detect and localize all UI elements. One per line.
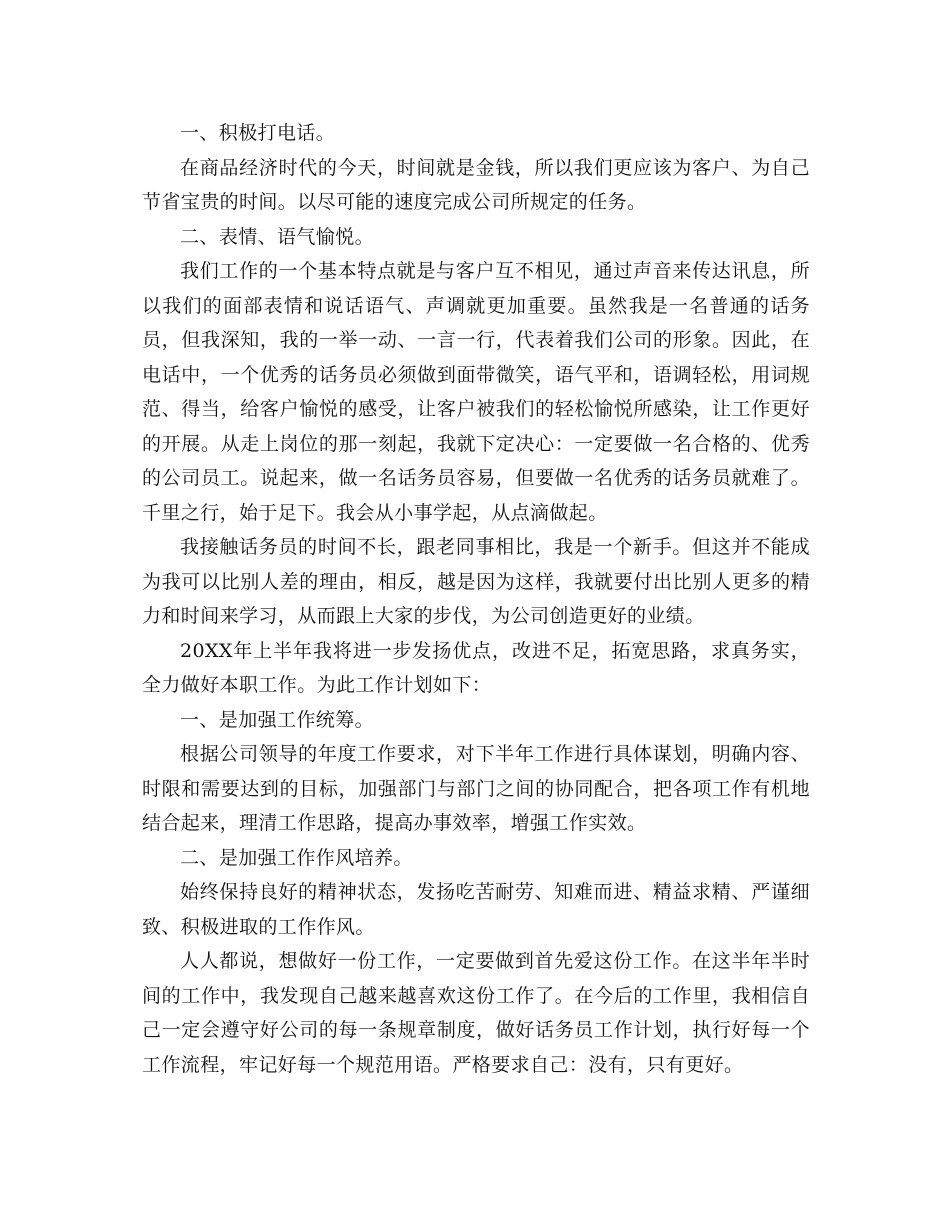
paragraph: 20XX年上半年我将进一步发扬优点，改进不足，拓宽思路，求真务实，全力做好本职工作。为此工作计划如下：: [142, 639, 810, 696]
section-heading-1: 一、积极打电话。: [180, 122, 336, 144]
paragraph: 在商品经济时代的今天，时间就是金钱，所以我们更应该为客户、为自己节省宝贵的时间。以尽可能的速度完成公司所规定的任务。: [142, 156, 810, 213]
paragraph: 我接触话务员的时间不长，跟老同事相比，我是一个新手。但这并不能成为我可以比别人差的理由，相反，越是因为这样，我就要付出比别人更多的精力和时间来学习，从而跟上大家的步伐，为公司创造更好的业绩。: [142, 536, 810, 627]
paragraph: 始终保持良好的精神状态，发扬吃苦耐劳、知难而进、精益求精、严谨细致、积极进取的工作作风。: [142, 881, 810, 938]
document-body: [142, 116, 810, 1082]
plan-heading-1: 一、是加强工作统筹。: [180, 708, 375, 731]
plan-heading-2: 二、是加强工作作风培养。: [180, 846, 413, 869]
section-heading-2: 二、表情、语气愉悦。: [180, 225, 375, 248]
paragraph: 根据公司领导的年度工作要求，对下半年工作进行具体谋划，明确内容、时限和需要达到的目标，加强部门与部门之间的协同配合，把各项工作有机地结合起来，理清工作思路，提高办事效率，增强工作实效。: [142, 743, 810, 834]
paragraph: 我们工作的一个基本特点就是与客户互不相见，通过声音来传达讯息，所以我们的面部表情和说话语气、声调就更加重要。虽然我是一名普通的话务员，但我深知，我的一举一动、一言一行，代表着我们公司的形象。因此，在电话中，一个优秀的话务员必须做到面带微笑，语气平和，语调轻松，用词规范、得当，给客户愉悦的感受，让客户被我们的轻松愉悦所感染，让工作更好的开展。从走上岗位的那一刻起，我就下定决心：一定要做一名合格的、优秀的公司员工。说起来，做一名话务员容易，但要做一名优秀的话务员就难了。千里之行，始于足下。我会从小事学起，从点滴做起。: [142, 260, 810, 524]
paragraph: 人人都说，想做好一份工作，一定要做到首先爱这份工作。在这半年半时间的工作中，我发现自己越来越喜欢这份工作了。在今后的工作里，我相信自己一定会遵守好公司的每一条规章制度，做好话务员工作计划，执行好每一个工作流程，牢记好每一个规范用语。严格要求自己：没有，只有更好。: [142, 950, 810, 1076]
